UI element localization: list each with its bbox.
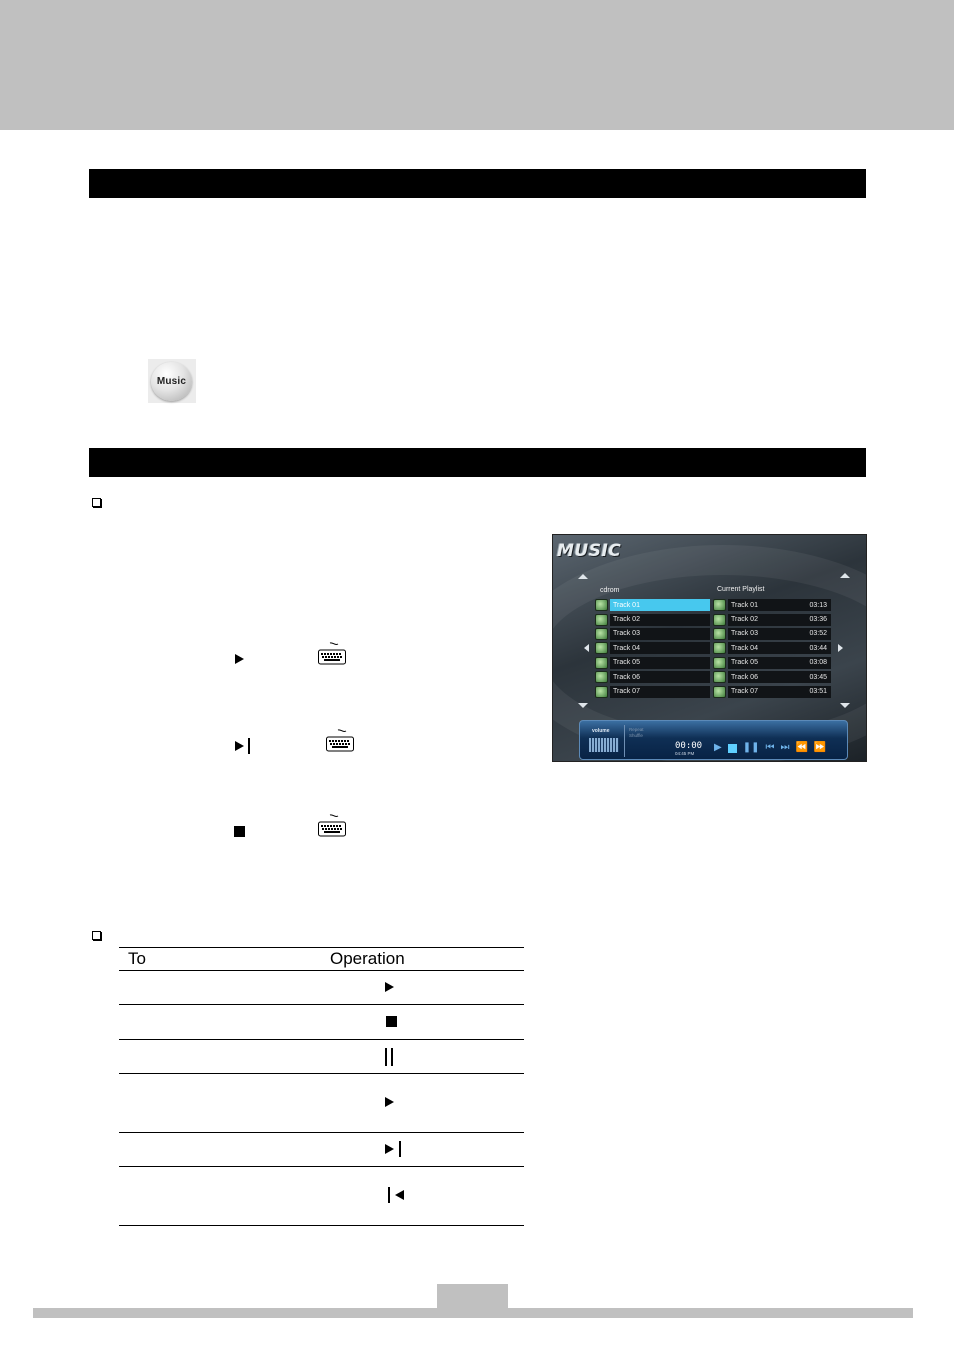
- playlist-track: [728, 628, 831, 640]
- disc-icon: [595, 657, 608, 669]
- rewind-icon: ⏪: [795, 742, 808, 753]
- track-name: Track 07: [731, 688, 758, 696]
- volume-meter: [589, 738, 619, 752]
- track-duration: 03:13: [809, 601, 827, 609]
- disc-icon: [713, 686, 726, 698]
- keyboard-icon: [317, 642, 347, 666]
- track-name: Track 02: [610, 614, 710, 626]
- disc-icon: [595, 642, 608, 654]
- table-row-previous: [388, 1187, 404, 1203]
- track-name: Track 01: [610, 599, 710, 611]
- track-duration: 03:44: [809, 644, 827, 652]
- music-button-label: Music: [156, 376, 187, 387]
- keyboard-icon: [317, 814, 347, 838]
- next-track-icon: ⏭: [780, 742, 790, 753]
- list-item: [713, 670, 831, 684]
- track-duration: 03:51: [809, 688, 827, 696]
- footer-bar: [33, 1308, 913, 1318]
- bar-icon: [248, 738, 250, 754]
- disc-icon: [595, 628, 608, 640]
- playlist-track: [728, 642, 831, 654]
- bullet-checkbox-icon: [92, 498, 101, 507]
- track-name: Track 05: [610, 657, 710, 669]
- disc-icon: [713, 671, 726, 683]
- list-item: [713, 598, 831, 612]
- bullet-checkbox-icon: [92, 931, 101, 940]
- stop-icon: [386, 1016, 397, 1027]
- disc-icon: [595, 671, 608, 683]
- stop-icon: [728, 744, 737, 753]
- disc-icon: [595, 599, 608, 611]
- pause-icon: [391, 1048, 393, 1066]
- bar-icon: [399, 1141, 401, 1157]
- disc-icon: [713, 642, 726, 654]
- list-item: [713, 612, 831, 626]
- table-rule: [119, 970, 524, 971]
- table-rule: [119, 1166, 524, 1167]
- table-row-pause: [385, 1048, 393, 1066]
- playlist-track: [728, 599, 831, 611]
- track-name: Track 02: [731, 616, 758, 624]
- track-name: Track 07: [610, 686, 710, 698]
- list-item: [595, 684, 710, 698]
- control-divider: [624, 725, 625, 757]
- repeat-option: Repeat: [629, 727, 644, 732]
- shuffle-option: Shuffle: [629, 733, 643, 738]
- table-rule: [119, 1004, 524, 1005]
- playlist-track: [728, 657, 831, 669]
- play-icon: [385, 982, 394, 992]
- track-duration: 03:36: [809, 616, 827, 624]
- list-item: [595, 612, 710, 626]
- current-playlist: [713, 598, 831, 699]
- table-row-next: [385, 1141, 401, 1157]
- table-header-operation: Operation: [330, 949, 405, 968]
- list-item: [713, 656, 831, 670]
- list-item: [713, 641, 831, 655]
- play-icon: [385, 1144, 394, 1154]
- scroll-down-icon: [578, 703, 588, 708]
- play-icon: [235, 741, 244, 751]
- track-name: Track 06: [731, 673, 758, 681]
- scroll-down-icon: [840, 703, 850, 708]
- track-name: Track 01: [731, 601, 758, 609]
- table-rule: [119, 947, 524, 948]
- bar-icon: [388, 1187, 390, 1203]
- fast-forward-icon: ⏩: [813, 742, 827, 753]
- track-duration: 03:08: [809, 659, 827, 667]
- cdrom-header: cdrom: [600, 587, 620, 594]
- disc-icon: [713, 614, 726, 626]
- disc-icon: [713, 599, 726, 611]
- playlist-track: [728, 671, 831, 683]
- playlist-track: [728, 686, 831, 698]
- disc-icon: [595, 614, 608, 626]
- disc-icon: [713, 657, 726, 669]
- left-arrow-icon: [395, 1190, 404, 1200]
- disc-icon: [713, 628, 726, 640]
- elapsed-time: 00:00: [675, 741, 703, 751]
- player-control-bar: [579, 720, 848, 760]
- scroll-left-icon: [584, 644, 589, 652]
- keyboard-icon: [325, 729, 355, 753]
- track-name: Track 04: [731, 644, 758, 652]
- scroll-right-icon: [838, 644, 843, 652]
- table-row-play: [385, 982, 394, 992]
- list-item: [595, 627, 710, 641]
- previous-track-icon: ⏮: [765, 742, 775, 753]
- stop-icon: [234, 826, 245, 837]
- transport-buttons: [714, 743, 826, 753]
- table-rule: [119, 1073, 524, 1074]
- list-item: [595, 656, 710, 670]
- playlist-track: [728, 614, 831, 626]
- track-name: Track 03: [610, 628, 710, 640]
- list-item: [595, 670, 710, 684]
- list-item: [713, 627, 831, 641]
- play-icon: [235, 654, 244, 664]
- track-duration: 03:52: [809, 630, 827, 638]
- table-rule: [119, 1225, 524, 1226]
- track-name: Track 04: [610, 642, 710, 654]
- cdrom-track-list: [595, 598, 710, 699]
- stop-symbol: [234, 826, 245, 837]
- section-heading-bar: [89, 169, 866, 198]
- table-row-resume: [385, 1097, 394, 1107]
- pause-icon: [385, 1048, 387, 1066]
- track-name: Track 05: [731, 659, 758, 667]
- play-icon: ▶: [714, 742, 722, 753]
- disc-icon: [595, 686, 608, 698]
- music-button-image: [148, 359, 196, 403]
- list-item: [595, 598, 710, 612]
- table-rule: [119, 1039, 524, 1040]
- clock-time: 04:45 PM: [675, 751, 695, 756]
- table-rule: [119, 1132, 524, 1133]
- track-duration: 03:45: [809, 673, 827, 681]
- music-logo: MUSIC: [557, 541, 622, 561]
- list-item: [595, 641, 710, 655]
- music-player-screenshot: [552, 534, 867, 762]
- music-button: [151, 362, 192, 401]
- play-icon: [385, 1097, 394, 1107]
- page-header-band: [0, 0, 954, 130]
- track-name: Track 06: [610, 671, 710, 683]
- scroll-up-icon: [840, 573, 850, 578]
- table-header-to: To: [128, 949, 146, 968]
- section-heading-bar-2: [89, 448, 866, 477]
- pause-icon: ❚❚: [742, 742, 760, 753]
- track-name: Track 03: [731, 630, 758, 638]
- play-symbol: [235, 654, 244, 664]
- volume-label: volume: [592, 728, 610, 734]
- playlist-header: Current Playlist: [717, 586, 765, 593]
- list-item: [713, 684, 831, 698]
- next-symbol: [235, 738, 250, 754]
- scroll-up-icon: [578, 574, 588, 579]
- table-row-stop: [386, 1016, 397, 1027]
